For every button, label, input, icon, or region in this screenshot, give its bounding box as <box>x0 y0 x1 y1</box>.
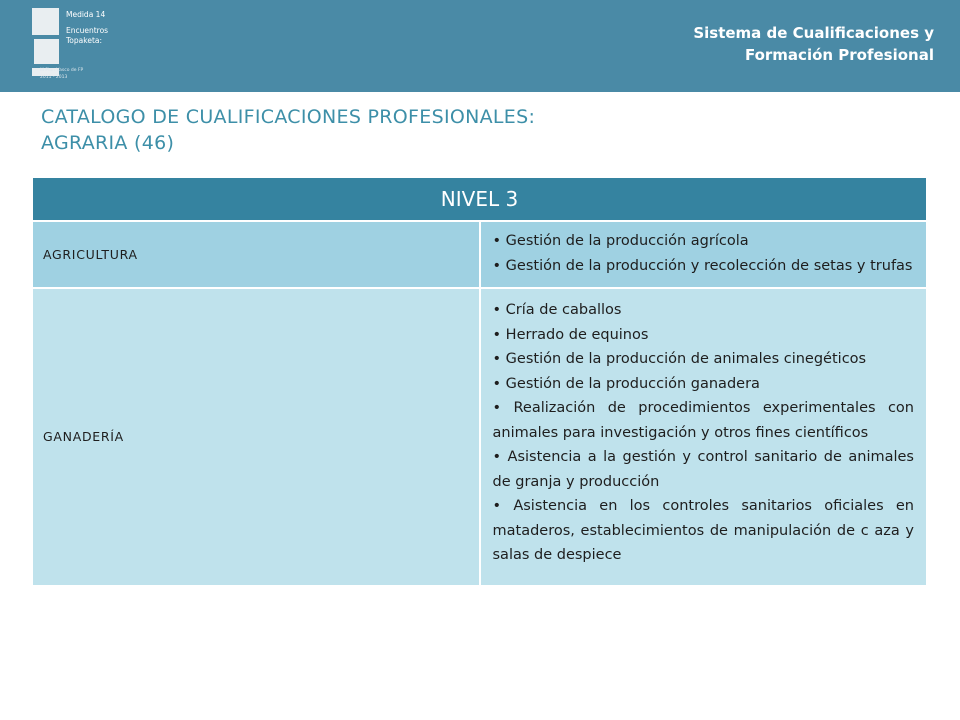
qualification-item: • Gestión de la producción agrícola <box>493 229 917 254</box>
qualification-item: • Asistencia en los controles sanitarios oficiales en mataderos, establecimientos de manipulación de c aza y salas de despiece <box>493 494 915 568</box>
area-label: AGRICULTURA <box>33 221 480 288</box>
page-title-line: AGRARIA (46) <box>41 132 175 154</box>
table-row-ganaderia <box>33 288 926 585</box>
header-band <box>0 0 960 92</box>
header-title-line: Sistema de Cualificaciones y <box>693 24 934 42</box>
page-title <box>41 104 535 156</box>
qualifications-table <box>33 178 926 585</box>
qualification-list-cell <box>480 288 927 585</box>
qualification-item: • Realización de procedimientos experimentales con animales para investigación y otros fines científicos <box>493 396 915 445</box>
area-label: GANADERÍA <box>33 288 480 585</box>
qualification-item: • Gestión de la producción y recolección de setas y trufas <box>493 254 917 279</box>
table-header-row <box>33 178 926 221</box>
qualification-list <box>493 298 915 568</box>
logo-text-line: Topaketa: <box>66 36 103 45</box>
logo-small-line: III Plan Vasco de FP <box>40 68 84 73</box>
page-title-line: CATALOGO DE CUALIFICACIONES PROFESIONALES: <box>41 106 536 128</box>
qualification-list-cell <box>480 221 927 288</box>
logo-text-line: Medida 14 <box>66 10 106 19</box>
medida-14-logo <box>32 8 120 90</box>
qualification-item: • Gestión de la producción de animales cinegéticos <box>493 347 915 372</box>
logo-square <box>34 39 59 64</box>
qualification-item: • Gestión de la producción ganadera <box>493 372 915 397</box>
logo-square <box>32 8 59 35</box>
qualification-item: • Cría de caballos <box>493 298 915 323</box>
level-header: NIVEL 3 <box>33 178 926 221</box>
table-row-agricultura <box>33 221 926 288</box>
header-title <box>693 22 934 66</box>
qualification-item: • Herrado de equinos <box>493 323 915 348</box>
logo-small-line: 2011 - 2013 <box>40 75 68 80</box>
header-title-line: Formación Profesional <box>744 46 934 64</box>
logo-text-line: Encuentros <box>66 26 109 35</box>
qualification-list <box>493 229 917 278</box>
qualification-item: • Asistencia a la gestión y control sanitario de animales de granja y producción <box>493 445 915 494</box>
